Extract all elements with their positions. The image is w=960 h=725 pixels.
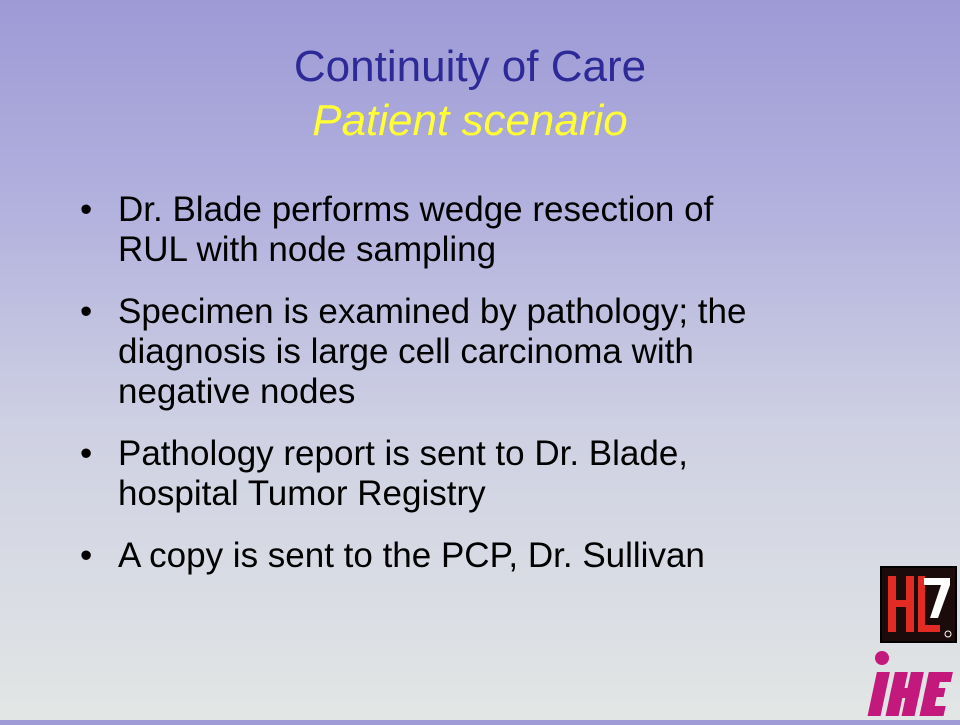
hl7-logo-icon	[880, 566, 957, 643]
bullet-line: negative nodes	[118, 372, 356, 411]
slide-title: Continuity of Care	[293, 42, 647, 91]
bullet-line: diagnosis is large cell carcinoma with	[118, 332, 694, 371]
slide-title-block	[0, 40, 940, 148]
bullet-item	[80, 190, 900, 270]
slide-subtitle: Patient scenario	[312, 96, 628, 145]
bullet-dot: •	[80, 292, 93, 331]
bullet-line: Specimen is examined by pathology; the	[118, 292, 747, 331]
bullet-item	[80, 434, 900, 514]
bullet-list	[80, 190, 900, 598]
bullet-item	[80, 292, 900, 412]
bullet-line: Pathology report is sent to Dr. Blade,	[118, 434, 689, 473]
bullet-line: RUL with node sampling	[118, 230, 497, 269]
bullet-item	[80, 536, 900, 576]
bullet-line: hospital Tumor Registry	[118, 474, 486, 513]
bullet-dot: •	[80, 190, 93, 229]
bullet-line: Dr. Blade performs wedge resection of	[118, 190, 714, 229]
bullet-dot: •	[80, 536, 93, 575]
bullet-dot: •	[80, 434, 93, 473]
bullet-line: A copy is sent to the PCP, Dr. Sullivan	[118, 536, 705, 575]
ihe-logo-icon	[860, 648, 960, 725]
